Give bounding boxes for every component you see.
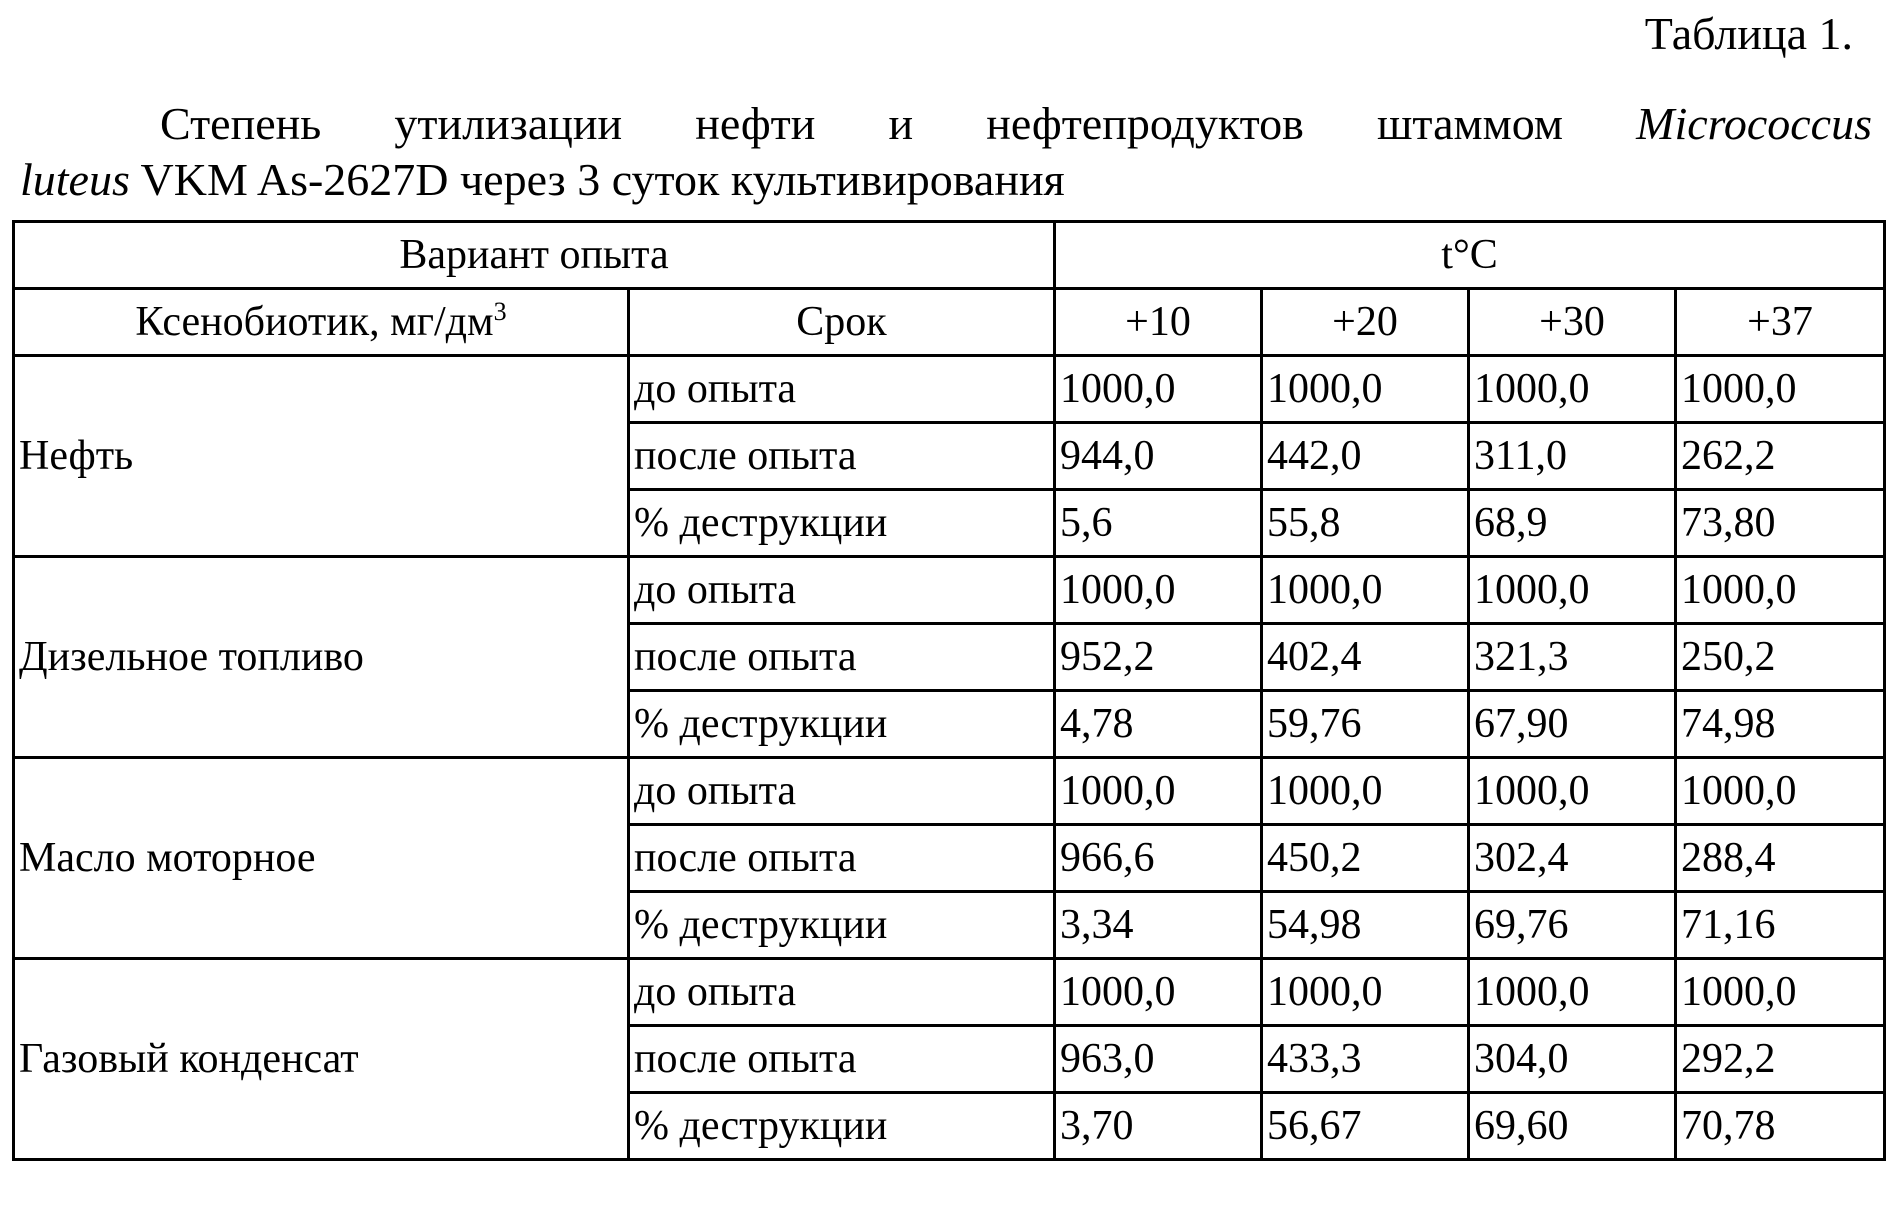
value-cell: 3,34 <box>1055 892 1262 959</box>
term-cell: после опыта <box>629 423 1055 490</box>
value-cell: 944,0 <box>1055 423 1262 490</box>
value-cell: 1000,0 <box>1055 758 1262 825</box>
table-label: Таблица 1. <box>1644 8 1853 59</box>
value-cell: 4,78 <box>1055 691 1262 758</box>
header-temp-30: +30 <box>1469 289 1676 356</box>
term-cell: % деструкции <box>629 691 1055 758</box>
value-cell: 1000,0 <box>1469 356 1676 423</box>
term-cell: после опыта <box>629 624 1055 691</box>
value-cell: 402,4 <box>1262 624 1469 691</box>
value-cell: 250,2 <box>1676 624 1885 691</box>
value-cell: 1000,0 <box>1262 557 1469 624</box>
value-cell: 311,0 <box>1469 423 1676 490</box>
term-cell: до опыта <box>629 959 1055 1026</box>
value-cell: 69,76 <box>1469 892 1676 959</box>
value-cell: 73,80 <box>1676 490 1885 557</box>
value-cell: 304,0 <box>1469 1026 1676 1093</box>
term-cell: до опыта <box>629 758 1055 825</box>
term-cell: % деструкции <box>629 1093 1055 1160</box>
value-cell: 321,3 <box>1469 624 1676 691</box>
table-row <box>14 557 1885 624</box>
term-cell: после опыта <box>629 825 1055 892</box>
value-cell: 1000,0 <box>1676 758 1885 825</box>
value-cell: 70,78 <box>1676 1093 1885 1160</box>
value-cell: 966,6 <box>1055 825 1262 892</box>
value-cell: 69,60 <box>1469 1093 1676 1160</box>
value-cell: 56,67 <box>1262 1093 1469 1160</box>
value-cell: 1000,0 <box>1055 356 1262 423</box>
header-variant: Вариант опыта <box>14 222 1055 289</box>
column-header-row <box>14 289 1885 356</box>
table-row <box>14 758 1885 825</box>
value-cell: 952,2 <box>1055 624 1262 691</box>
value-cell: 55,8 <box>1262 490 1469 557</box>
table-row <box>14 356 1885 423</box>
species-genus: Micrococcus <box>1636 98 1872 149</box>
group-header-row <box>14 222 1885 289</box>
header-temp-10: +10 <box>1055 289 1262 356</box>
term-cell: до опыта <box>629 356 1055 423</box>
value-cell: 1000,0 <box>1262 356 1469 423</box>
table-row <box>14 959 1885 1026</box>
value-cell: 1000,0 <box>1055 959 1262 1026</box>
xenobiotic-name: Масло моторное <box>14 758 629 959</box>
value-cell: 442,0 <box>1262 423 1469 490</box>
value-cell: 1000,0 <box>1262 959 1469 1026</box>
table-caption <box>20 96 1872 208</box>
value-cell: 5,6 <box>1055 490 1262 557</box>
species-epithet: luteus <box>20 154 130 205</box>
value-cell: 302,4 <box>1469 825 1676 892</box>
value-cell: 67,90 <box>1469 691 1676 758</box>
caption-text: Степень утилизации нефти и нефтепродуктов штаммом <box>160 98 1637 149</box>
header-term: Срок <box>629 289 1055 356</box>
xenobiotic-name: Газовый конденсат <box>14 959 629 1160</box>
header-temp-37: +37 <box>1676 289 1885 356</box>
table-body <box>14 356 1885 1160</box>
value-cell: 1000,0 <box>1469 959 1676 1026</box>
value-cell: 3,70 <box>1055 1093 1262 1160</box>
value-cell: 1000,0 <box>1469 758 1676 825</box>
value-cell: 54,98 <box>1262 892 1469 959</box>
term-cell: после опыта <box>629 1026 1055 1093</box>
header-xenobiotic: Ксенобиотик, $мг/дм^3$ <box>14 289 629 356</box>
value-cell: 68,9 <box>1469 490 1676 557</box>
term-cell: до опыта <box>629 557 1055 624</box>
header-temperature: t°C <box>1055 222 1885 289</box>
value-cell: 1000,0 <box>1469 557 1676 624</box>
value-cell: 59,76 <box>1262 691 1469 758</box>
value-cell: 433,3 <box>1262 1026 1469 1093</box>
header-temp-20: +20 <box>1262 289 1469 356</box>
value-cell: 450,2 <box>1262 825 1469 892</box>
value-cell: 262,2 <box>1676 423 1885 490</box>
value-cell: 288,4 <box>1676 825 1885 892</box>
value-cell: 963,0 <box>1055 1026 1262 1093</box>
value-cell: 71,16 <box>1676 892 1885 959</box>
value-cell: 1000,0 <box>1676 959 1885 1026</box>
value-cell: 1000,0 <box>1676 356 1885 423</box>
value-cell: 1000,0 <box>1262 758 1469 825</box>
caption-text-tail: VKM As-2627D через 3 суток культивирования <box>129 154 1065 205</box>
term-cell: % деструкции <box>629 490 1055 557</box>
xenobiotic-name: Нефть <box>14 356 629 557</box>
value-cell: 1000,0 <box>1055 557 1262 624</box>
xenobiotic-name: Дизельное топливо <box>14 557 629 758</box>
term-cell: % деструкции <box>629 892 1055 959</box>
value-cell: 74,98 <box>1676 691 1885 758</box>
value-cell: 1000,0 <box>1676 557 1885 624</box>
value-cell: 292,2 <box>1676 1026 1885 1093</box>
results-table <box>12 220 1886 1161</box>
